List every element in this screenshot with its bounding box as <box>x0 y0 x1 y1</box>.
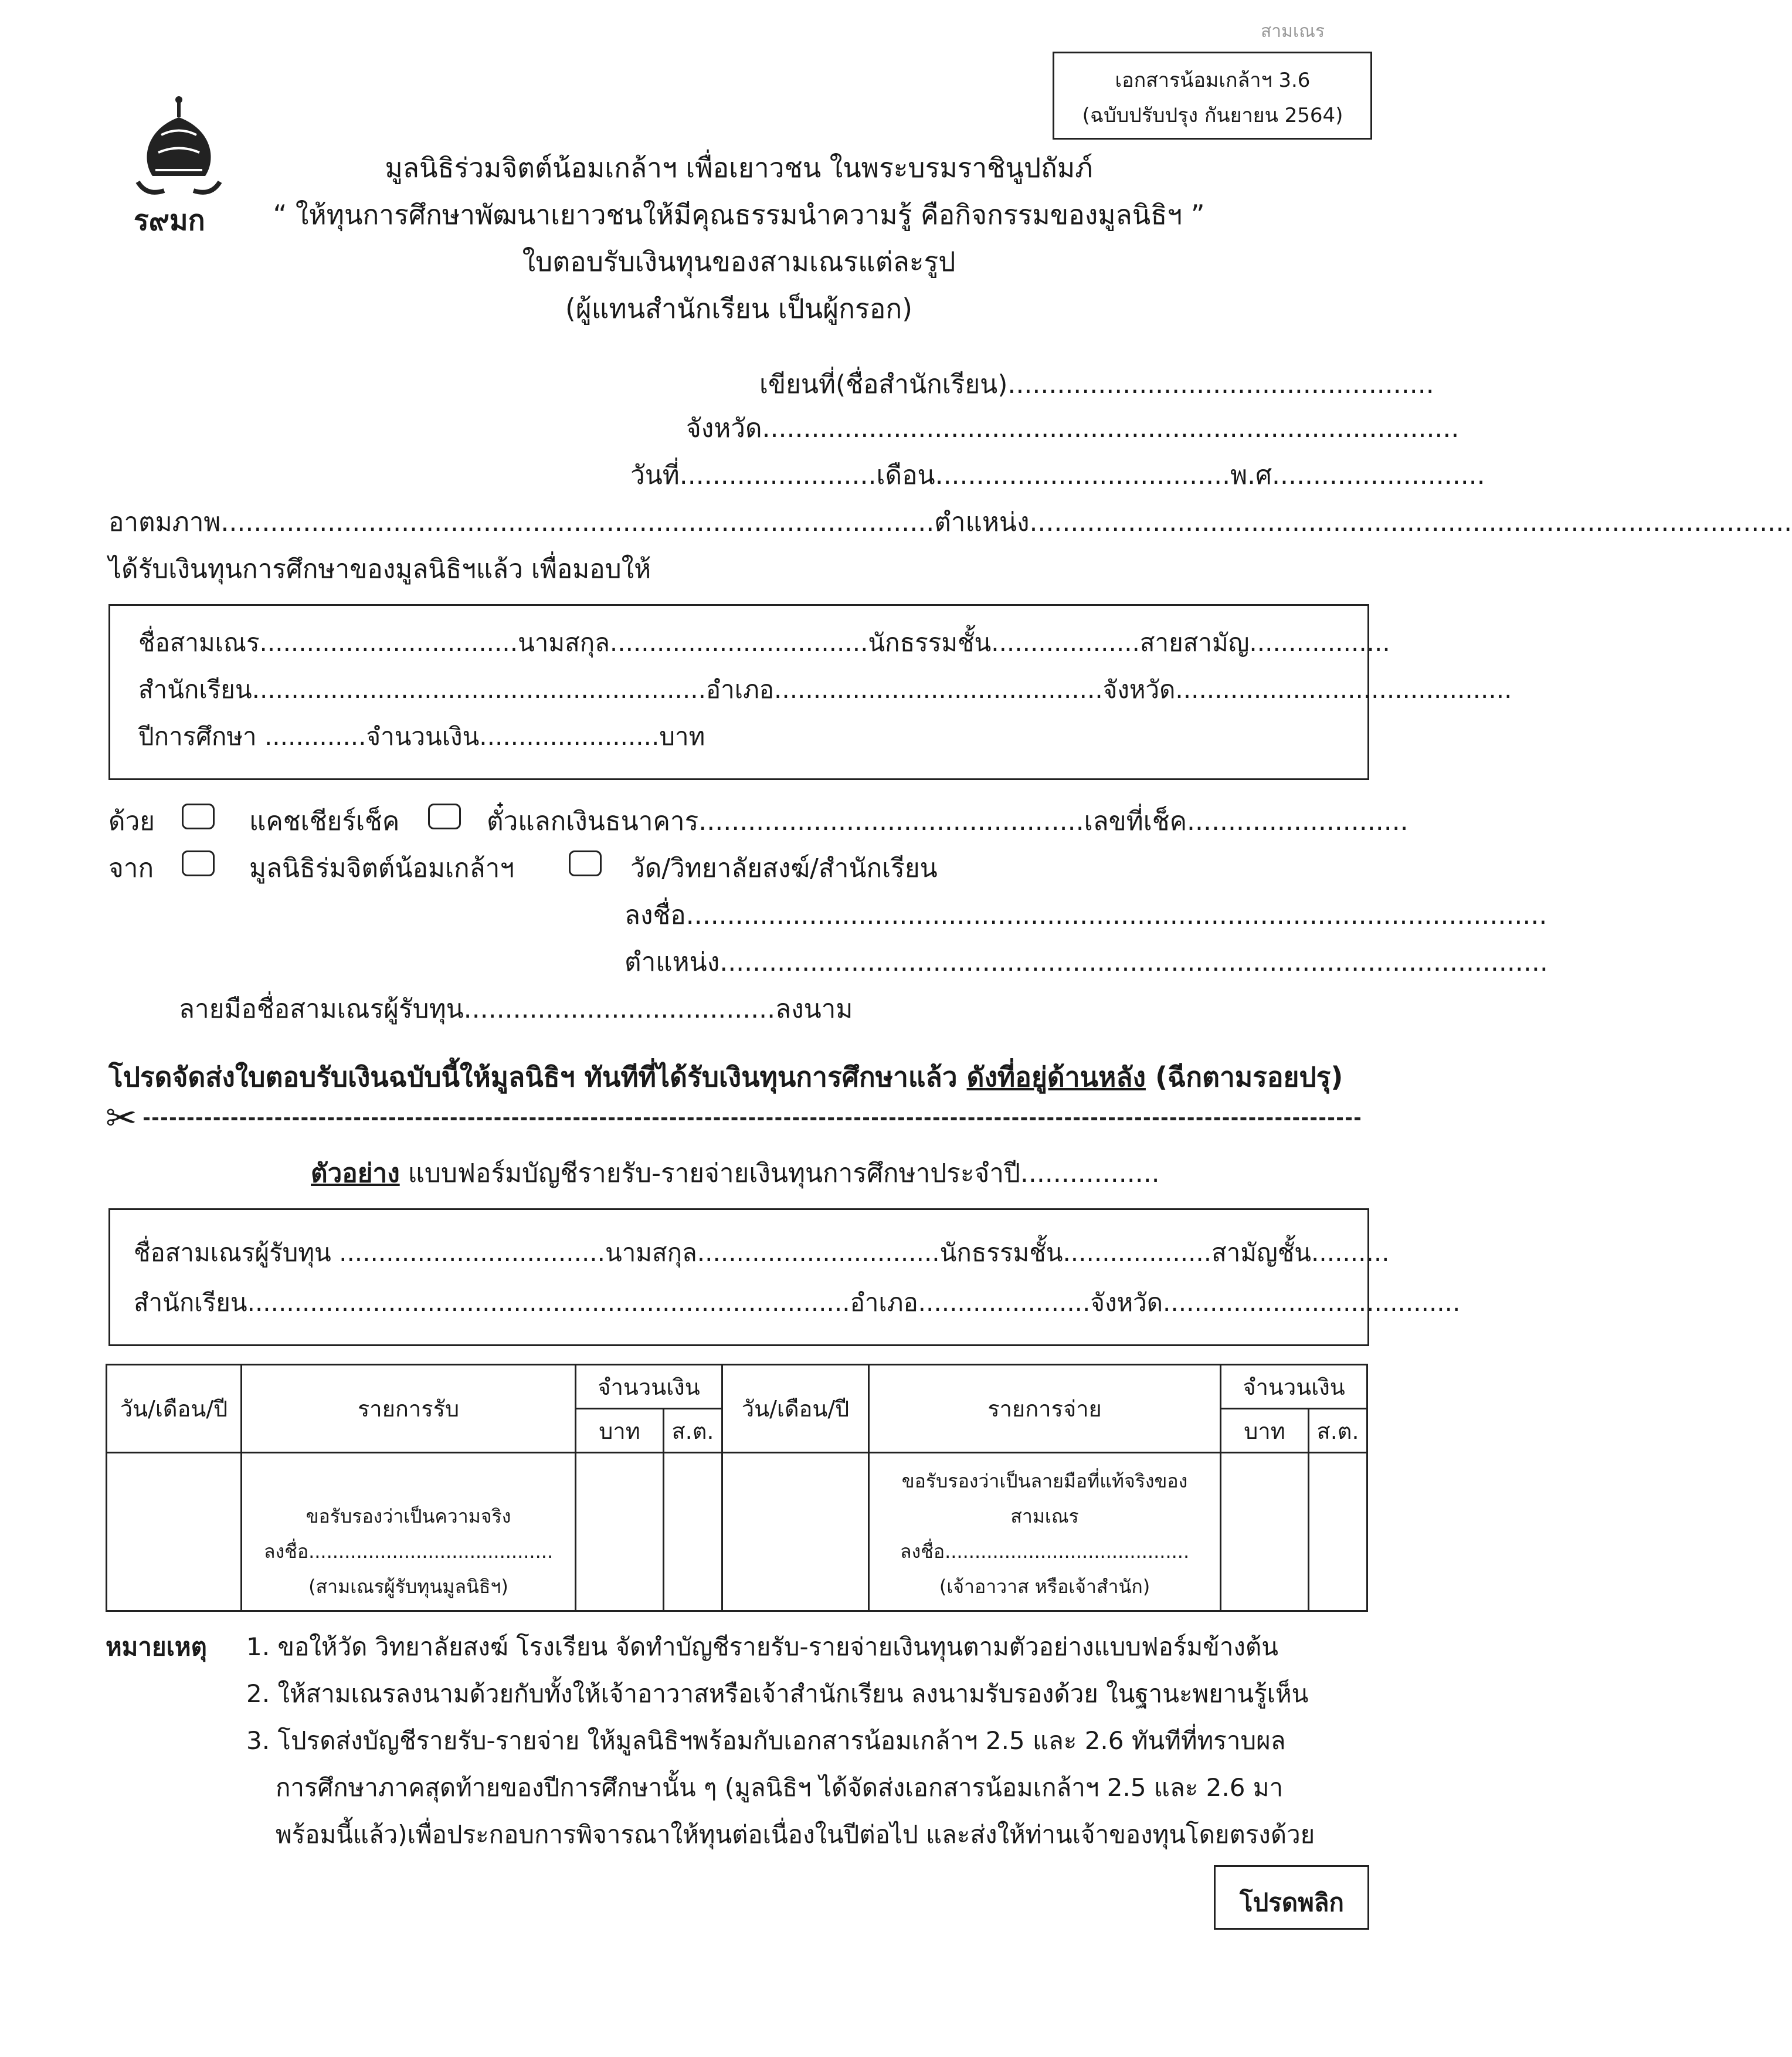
income-satang-cell[interactable] <box>664 1453 722 1611</box>
by-label: ด้วย <box>108 806 155 836</box>
ledger-info-box <box>108 1208 1461 1346</box>
novice-signature-field[interactable]: ลายมือชื่อสามเณรผู้รับทุน......................................ลงนาม <box>179 994 853 1024</box>
date-field[interactable]: วันที่........................เดือน....................................พ.ศ.......................... <box>630 460 1485 490</box>
expense-header: รายการจ่าย <box>869 1365 1221 1453</box>
expense-date-header: วัน/เดือน/ปี <box>722 1365 869 1453</box>
cut-line <box>144 1117 1360 1120</box>
income-baht-header: บาท <box>576 1409 664 1453</box>
remark-3-cont1: การศึกษาภาคสุดท้ายของปีการศึกษานั้น ๆ (มูลนิธิฯ ได้จัดส่งเอกสารน้อมเกล้าฯ 2.5 และ 2.6 มา <box>276 1773 1284 1802</box>
ledger-info-row1[interactable]: ชื่อสามเณรผู้รับทุน ..................................นามสกุล...............................นักธรรมชั้น...................สามัญชั้น.......... <box>134 1238 1390 1267</box>
send-notice <box>108 1056 1343 1099</box>
cashier-check-checkbox[interactable] <box>182 804 215 829</box>
remark-2: 2. ให้สามเณรลงนามด้วยกับทั้งให้เจ้าอาวาสหรือเจ้าสำนักเรียน ลงนามรับรองด้วย ในฐานะพยานรู้เห็น <box>246 1679 1309 1708</box>
income-role: (สามเณรผู้รับทุนมูลนิธิฯ) <box>308 1575 508 1598</box>
income-cell[interactable] <box>242 1453 576 1611</box>
foundation-label: มูลนิธิร่มจิตต์น้อมเกล้าฯ <box>249 853 515 883</box>
expense-sign-line[interactable]: ลงชื่อ......................................... <box>900 1540 1190 1563</box>
please-flip-label: โปรดพลิก <box>1240 1888 1344 1917</box>
expense-role: (เจ้าอาวาส หรือเจ้าสำนัก) <box>939 1575 1150 1598</box>
foundation-checkbox[interactable] <box>182 850 215 876</box>
temple-checkbox[interactable] <box>569 850 602 876</box>
received-label: ได้รับเงินทุนการศึกษาของมูลนิธิฯแล้ว เพื่อมอบให้ <box>108 554 651 584</box>
cashier-check-label: แคชเชียร์เช็ค <box>249 806 400 836</box>
ledger-info-row2[interactable]: สำนักเรียน.............................................................................อำเภอ......................จังหวัด...................................... <box>134 1288 1461 1317</box>
header-line2: “ ให้ทุนการศึกษาพัฒนาเยาวชนให้มีคุณธรรมนำความรู้ คือกิจกรรมของมูลนิธิฯ ” <box>273 199 1205 231</box>
from-label: จาก <box>108 853 154 883</box>
remark-1: 1. ขอให้วัด วิทยาลัยสงฆ์ โรงเรียน จัดทำบัญชีรายรับ-รายจ่ายเงินทุนตามตัวอย่างแบบฟอร์มข้างต้น <box>246 1632 1278 1661</box>
example-label: ตัวอย่าง <box>311 1158 400 1188</box>
example-title <box>311 1153 1160 1194</box>
expense-baht-header: บาท <box>1221 1409 1309 1453</box>
send-notice-part1: โปรดจัดส่งใบตอบรับเงินฉบับนี้ให้มูลนิธิฯ ทันทีที่ได้รับเงินทุนการศึกษาแล้ว <box>108 1061 967 1093</box>
expense-baht-cell[interactable] <box>1221 1453 1309 1611</box>
expense-satang-cell[interactable] <box>1309 1453 1367 1611</box>
logo-text: ร๙มก <box>134 204 205 237</box>
income-sign-line[interactable]: ลงชื่อ......................................... <box>263 1540 554 1563</box>
doc-ref-box <box>1053 52 1372 140</box>
expense-date-cell[interactable] <box>722 1453 869 1611</box>
expense-amount-header: จำนวนเงิน <box>1221 1365 1367 1409</box>
ledger-table <box>106 1364 1368 1612</box>
recipient-box <box>108 604 1512 780</box>
province-field[interactable]: จังหวัด..................................................................................... <box>686 414 1460 443</box>
header-line3: ใบตอบรับเงินทุนของสามเณรแต่ละรูป <box>522 246 956 277</box>
header-line1: มูลนิธิร่วมจิตต์น้อมเกล้าฯ เพื่อเยาวชน ในพระบรมราชินูปถัมภ์ <box>385 152 1093 184</box>
expense-certify: ขอรับรองว่าเป็นลายมือที่แท้จริงของสามเณร <box>901 1470 1188 1527</box>
expense-satang-header: ส.ต. <box>1309 1409 1367 1453</box>
income-header: รายการรับ <box>242 1365 576 1453</box>
atamaphap-field[interactable]: อาตมภาพ.......................................................................................ตำแหน่ง............................................................................................. <box>108 507 1792 537</box>
expense-cell[interactable] <box>869 1453 1221 1611</box>
income-amount-header: จำนวนเงิน <box>576 1365 722 1409</box>
doc-ref-line1: เอกสารน้อมเกล้าฯ 3.6 <box>1115 69 1311 92</box>
remark-3: 3. โปรดส่งบัญชีรายรับ-รายจ่าย ให้มูลนิธิฯพร้อมกับเอกสารน้อมเกล้าฯ 2.5 และ 2.6 ทันทีที่ทราบผล <box>246 1726 1286 1755</box>
scissors-icon: ✂ <box>106 1097 137 1140</box>
remark-3-cont2: พร้อมนี้แล้ว)เพื่อประกอบการพิจารณาให้ทุนต่อเนื่องในปีต่อไป และส่งให้ท่านเจ้าของทุนโดยตรงด้วย <box>276 1820 1315 1849</box>
recipient-row3[interactable]: ปีการศึกษา .............จำนวนเงิน.......................บาท <box>138 722 705 751</box>
income-certify: ขอรับรองว่าเป็นความจริง <box>306 1505 511 1527</box>
header-line4: (ผู้แทนสำนักเรียน เป็นผู้กรอก) <box>565 293 913 324</box>
send-notice-part3: (ฉีกตามรอยปรุ) <box>1145 1061 1343 1093</box>
bank-draft-checkbox[interactable] <box>428 804 461 829</box>
remarks-label: หมายเหตุ <box>106 1632 207 1661</box>
income-date-header: วัน/เดือน/ปี <box>107 1365 242 1453</box>
doc-ref-line2: (ฉบับปรับปรุง กันยายน 2564) <box>1082 104 1343 127</box>
example-rest: แบบฟอร์มบัญชีรายรับ-รายจ่ายเงินทุนการศึกษาประจำปี................. <box>399 1158 1160 1188</box>
income-date-cell[interactable] <box>107 1453 242 1611</box>
please-flip-box <box>1214 1865 1369 1930</box>
recipient-row2[interactable]: สำนักเรียน..........................................................อำเภอ..........................................จังหวัด........................................... <box>138 675 1512 704</box>
income-baht-cell[interactable] <box>576 1453 664 1611</box>
foundation-logo <box>129 94 229 237</box>
sign-field[interactable]: ลงชื่อ......................................................................................................... <box>625 900 1547 930</box>
temple-label: วัด/วิทยาลัยสงฆ์/สำนักเรียน <box>630 853 938 883</box>
send-notice-address: ดังที่อยู่ด้านหลัง <box>966 1061 1146 1093</box>
corner-handwriting: สามเณร <box>1261 21 1325 42</box>
income-satang-header: ส.ต. <box>664 1409 722 1453</box>
written-at-field[interactable]: เขียนที่(ชื่อสำนักเรียน).................................................... <box>759 370 1434 399</box>
bank-draft-label[interactable]: ตั๋วแลกเงินธนาคาร...............................................เลขที่เช็ค........................... <box>487 806 1409 836</box>
position-field[interactable]: ตำแหน่ง..................................................................................................... <box>625 947 1548 977</box>
recipient-row1[interactable]: ชื่อสามเณร.................................นามสกุล.................................นักธรรมชั้น...................สายสามัญ.................. <box>138 628 1390 657</box>
